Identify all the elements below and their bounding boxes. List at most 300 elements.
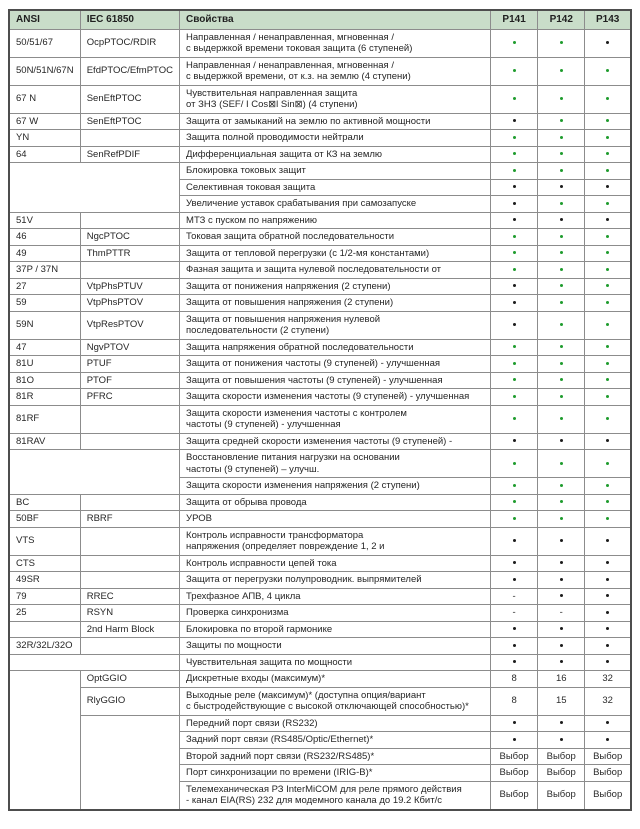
value-cell (585, 339, 631, 356)
black-dot-icon (606, 578, 609, 581)
table-row (9, 588, 631, 605)
value-cell (585, 494, 631, 511)
iec-cell: SenEftPTOC (80, 85, 179, 113)
feature-cell: Защита от перегрузки полупроводник. выпрямителей (180, 572, 491, 589)
green-dot-icon (513, 235, 516, 238)
iec-cell (80, 527, 179, 555)
ansi-cell: CTS (9, 555, 80, 572)
table-row (9, 113, 631, 130)
feature-cell: Порт синхронизации по времени (IRIG-B)* (180, 765, 491, 782)
value-cell (585, 295, 631, 312)
value-cell (491, 229, 538, 246)
value-cell (538, 732, 585, 749)
green-dot-icon (606, 119, 609, 122)
green-dot-icon (606, 268, 609, 271)
table-row (9, 262, 631, 279)
value-cell (585, 179, 631, 196)
value-cell (585, 146, 631, 163)
value-cell (491, 527, 538, 555)
value-cell (538, 295, 585, 312)
black-dot-icon (606, 627, 609, 630)
feature-cell: Трехфазное АПВ, 4 цикла (180, 588, 491, 605)
value-cell (538, 339, 585, 356)
iec-cell (80, 433, 179, 450)
iec-cell: NgvPTOV (80, 339, 179, 356)
ansi-cell: 81O (9, 372, 80, 389)
green-dot-icon (560, 484, 563, 487)
green-dot-icon (606, 462, 609, 465)
table-row (9, 494, 631, 511)
green-dot-icon (560, 136, 563, 139)
green-dot-icon (606, 500, 609, 503)
iec-cell (80, 555, 179, 572)
ansi-cell: 47 (9, 339, 80, 356)
feature-cell: Контроль исправности трансформатора напряжения (определяет повреждение 1, 2 и (180, 527, 491, 555)
table-row (9, 671, 631, 688)
black-dot-icon (606, 185, 609, 188)
value-cell (585, 29, 631, 57)
black-dot-icon (513, 660, 516, 663)
table-row (9, 450, 631, 478)
value-cell (585, 262, 631, 279)
value-cell (491, 356, 538, 373)
green-dot-icon (513, 462, 516, 465)
value-cell (491, 113, 538, 130)
table-row (9, 339, 631, 356)
iec-cell (80, 405, 179, 433)
ansi-cell: YN (9, 130, 80, 147)
iec-cell (80, 130, 179, 147)
black-dot-icon (513, 439, 516, 442)
green-dot-icon (560, 41, 563, 44)
iec-cell: PTOF (80, 372, 179, 389)
iec-cell: VtpResPTOV (80, 311, 179, 339)
value-cell: 8 (491, 687, 538, 715)
column-header-p142: P142 (538, 10, 585, 29)
value-cell (538, 527, 585, 555)
green-dot-icon (513, 417, 516, 420)
iec-cell: RlyGGIO (80, 687, 179, 715)
value-cell (585, 555, 631, 572)
green-dot-icon (513, 41, 516, 44)
value-cell (491, 196, 538, 213)
green-dot-icon (606, 323, 609, 326)
column-header-properties: Свойства (180, 10, 491, 29)
black-dot-icon (560, 738, 563, 741)
feature-cell: Защита от повышения напряжения нулевой последовательности (2 ступени) (180, 311, 491, 339)
value-cell (585, 130, 631, 147)
green-dot-icon (513, 136, 516, 139)
value-cell (491, 732, 538, 749)
value-cell (538, 638, 585, 655)
table-row (9, 621, 631, 638)
feature-cell: Передний порт связи (RS232) (180, 715, 491, 732)
feature-cell: Чувствительная защита по мощности (180, 654, 491, 671)
value-cell (491, 29, 538, 57)
value-cell (538, 715, 585, 732)
value-cell: Выбор (491, 781, 538, 810)
table-row (9, 278, 631, 295)
table-row (9, 57, 631, 85)
value-cell (491, 405, 538, 433)
value-cell (491, 372, 538, 389)
green-dot-icon (560, 69, 563, 72)
black-dot-icon (560, 539, 563, 542)
value-cell (538, 478, 585, 495)
feature-cell: Защита средней скорости изменения частоты (9 ступеней) - (180, 433, 491, 450)
ansi-cell: 81RF (9, 405, 80, 433)
feature-cell: Защита полной проводимости нейтрали (180, 130, 491, 147)
column-header-ansi: ANSI (9, 10, 80, 29)
value-cell: - (491, 605, 538, 622)
green-dot-icon (513, 378, 516, 381)
green-dot-icon (513, 345, 516, 348)
value-cell (491, 278, 538, 295)
table-row (9, 372, 631, 389)
green-dot-icon (560, 517, 563, 520)
value-cell: Выбор (585, 748, 631, 765)
value-cell (491, 85, 538, 113)
value-cell (491, 57, 538, 85)
feature-cell: Защита скорости изменения частоты (9 ступеней) - улучшенная (180, 389, 491, 406)
value-cell (491, 654, 538, 671)
ansi-cell: 50BF (9, 511, 80, 528)
black-dot-icon (606, 738, 609, 741)
black-dot-icon (560, 439, 563, 442)
ansi-cell (9, 621, 80, 638)
iec-cell: 2nd Harm Block (80, 621, 179, 638)
value-cell (491, 311, 538, 339)
value-cell (538, 356, 585, 373)
black-dot-icon (513, 185, 516, 188)
ansi-cell: BC (9, 494, 80, 511)
value-cell: 16 (538, 671, 585, 688)
iec-cell: NgcPTOC (80, 229, 179, 246)
column-header-p143: P143 (585, 10, 631, 29)
value-cell (491, 179, 538, 196)
value-cell (538, 163, 585, 180)
value-cell (538, 29, 585, 57)
iec-cell: RSYN (80, 605, 179, 622)
value-cell (538, 372, 585, 389)
value-cell (538, 494, 585, 511)
value-cell (491, 146, 538, 163)
value-cell: Выбор (491, 748, 538, 765)
table-row (9, 245, 631, 262)
feature-cell: Защита от понижения напряжения (2 ступени) (180, 278, 491, 295)
value-cell (585, 732, 631, 749)
table-row (9, 356, 631, 373)
black-dot-icon (560, 627, 563, 630)
value-cell (585, 229, 631, 246)
value-cell (491, 245, 538, 262)
green-dot-icon (560, 378, 563, 381)
green-dot-icon (513, 97, 516, 100)
value-cell (585, 85, 631, 113)
green-dot-icon (606, 69, 609, 72)
iec-cell (80, 715, 179, 810)
value-cell (538, 278, 585, 295)
value-cell (491, 163, 538, 180)
iec-cell: ThmPTTR (80, 245, 179, 262)
black-dot-icon (606, 218, 609, 221)
value-cell (585, 163, 631, 180)
black-dot-icon (560, 185, 563, 188)
green-dot-icon (560, 251, 563, 254)
iec-cell: SenRefPDIF (80, 146, 179, 163)
black-dot-icon (560, 561, 563, 564)
value-cell (538, 130, 585, 147)
feature-cell: Защита скорости изменения частоты с контролем частоты (9 ступеней) - улучшенная (180, 405, 491, 433)
black-dot-icon (513, 202, 516, 205)
black-dot-icon (606, 539, 609, 542)
value-cell: Выбор (538, 765, 585, 782)
green-dot-icon (606, 251, 609, 254)
black-dot-icon (513, 323, 516, 326)
feature-cell: Защита от обрыва провода (180, 494, 491, 511)
iec-cell (80, 638, 179, 655)
iec-cell: OcpPTOC/RDIR (80, 29, 179, 57)
value-cell (585, 715, 631, 732)
green-dot-icon (560, 345, 563, 348)
iec-cell (80, 212, 179, 229)
table-row (9, 229, 631, 246)
value-cell: - (491, 588, 538, 605)
green-dot-icon (606, 362, 609, 365)
green-dot-icon (560, 235, 563, 238)
black-dot-icon (606, 41, 609, 44)
green-dot-icon (560, 323, 563, 326)
feature-cell: Защита напряжения обратной последовательности (180, 339, 491, 356)
green-dot-icon (560, 202, 563, 205)
header-row (9, 10, 631, 29)
black-dot-icon (513, 578, 516, 581)
green-dot-icon (560, 152, 563, 155)
value-cell (585, 654, 631, 671)
table-row (9, 146, 631, 163)
green-dot-icon (606, 97, 609, 100)
table-row (9, 163, 631, 180)
table-row (9, 212, 631, 229)
green-dot-icon (513, 395, 516, 398)
value-cell (538, 212, 585, 229)
ansi-cell: 67 W (9, 113, 80, 130)
value-cell (585, 311, 631, 339)
ansi-cell: 25 (9, 605, 80, 622)
table-row (9, 527, 631, 555)
iec-cell: VtpPhsPTUV (80, 278, 179, 295)
black-dot-icon (606, 439, 609, 442)
black-dot-icon (513, 738, 516, 741)
green-dot-icon (560, 462, 563, 465)
black-dot-icon (606, 594, 609, 597)
iec-cell (80, 494, 179, 511)
feature-cell: Фазная защита и защита нулевой последовательности от (180, 262, 491, 279)
green-dot-icon (606, 235, 609, 238)
value-cell (538, 389, 585, 406)
green-dot-icon (606, 417, 609, 420)
iec-cell: RBRF (80, 511, 179, 528)
feature-cell: Защиты по мощности (180, 638, 491, 655)
value-cell (585, 356, 631, 373)
iec-cell: PFRC (80, 389, 179, 406)
table-row (9, 389, 631, 406)
iec-cell: OptGGIO (80, 671, 179, 688)
value-cell (585, 245, 631, 262)
iec-cell (80, 572, 179, 589)
green-dot-icon (560, 284, 563, 287)
green-dot-icon (513, 169, 516, 172)
table-row (9, 311, 631, 339)
value-cell (538, 588, 585, 605)
green-dot-icon (560, 500, 563, 503)
green-dot-icon (513, 484, 516, 487)
value-cell (491, 715, 538, 732)
green-dot-icon (606, 301, 609, 304)
black-dot-icon (606, 644, 609, 647)
empty-cell (9, 671, 80, 810)
green-dot-icon (560, 97, 563, 100)
feature-cell: Токовая защита обратной последовательности (180, 229, 491, 246)
ansi-cell: VTS (9, 527, 80, 555)
value-cell (585, 588, 631, 605)
feature-cell: УРОВ (180, 511, 491, 528)
table-row (9, 555, 631, 572)
value-cell (491, 572, 538, 589)
ansi-cell: 59 (9, 295, 80, 312)
value-cell (538, 572, 585, 589)
black-dot-icon (560, 578, 563, 581)
value-cell (538, 311, 585, 339)
ansi-cell: 49 (9, 245, 80, 262)
table-row (9, 638, 631, 655)
value-cell (491, 262, 538, 279)
green-dot-icon (513, 251, 516, 254)
feature-cell: Чувствительная направленная защита от ЗНЗ (SEF/ I Cos⊠l Sin⊠) (4 ступени) (180, 85, 491, 113)
value-cell (538, 179, 585, 196)
black-dot-icon (606, 611, 609, 614)
green-dot-icon (606, 136, 609, 139)
table-row (9, 572, 631, 589)
feature-cell: Проверка синхронизма (180, 605, 491, 622)
value-cell (491, 450, 538, 478)
value-cell: - (538, 605, 585, 622)
black-dot-icon (513, 119, 516, 122)
value-cell (538, 621, 585, 638)
green-dot-icon (606, 345, 609, 348)
value-cell (585, 621, 631, 638)
value-cell: 15 (538, 687, 585, 715)
value-cell: 8 (491, 671, 538, 688)
value-cell (491, 511, 538, 528)
green-dot-icon (606, 284, 609, 287)
table-row (9, 511, 631, 528)
ansi-cell: 59N (9, 311, 80, 339)
ansi-cell: 50N/51N/67N (9, 57, 80, 85)
iec-cell: RREC (80, 588, 179, 605)
value-cell (491, 212, 538, 229)
value-cell: Выбор (491, 765, 538, 782)
value-cell (538, 245, 585, 262)
table-body (9, 29, 631, 810)
value-cell (585, 605, 631, 622)
green-dot-icon (606, 517, 609, 520)
value-cell: Выбор (585, 765, 631, 782)
value-cell (538, 450, 585, 478)
black-dot-icon (513, 218, 516, 221)
feature-cell: Контроль исправности цепей тока (180, 555, 491, 572)
value-cell (538, 511, 585, 528)
feature-cell: Восстановление питания нагрузки на основании частоты (9 ступеней) – улучш. (180, 450, 491, 478)
feature-cell: Блокировка токовых защит (180, 163, 491, 180)
ansi-cell: 27 (9, 278, 80, 295)
feature-cell: Селективная токовая защита (180, 179, 491, 196)
green-dot-icon (513, 500, 516, 503)
feature-cell: Защита от повышения напряжения (2 ступени) (180, 295, 491, 312)
ansi-cell: 49SR (9, 572, 80, 589)
iec-cell: SenEftPTOC (80, 113, 179, 130)
column-header-iec61850: IEC 61850 (80, 10, 179, 29)
feature-cell: МТЗ с пуском по напряжению (180, 212, 491, 229)
green-dot-icon (560, 362, 563, 365)
ansi-cell: 46 (9, 229, 80, 246)
black-dot-icon (513, 301, 516, 304)
ansi-cell: 81U (9, 356, 80, 373)
empty-cell (9, 654, 180, 671)
green-dot-icon (606, 395, 609, 398)
table-row (9, 715, 631, 732)
green-dot-icon (560, 169, 563, 172)
value-cell (585, 212, 631, 229)
empty-cell (9, 450, 180, 495)
iec-cell: EfdPTOC/EfmPTOC (80, 57, 179, 85)
feature-cell: Блокировка по второй гармонике (180, 621, 491, 638)
green-dot-icon (513, 152, 516, 155)
black-dot-icon (606, 660, 609, 663)
empty-cell (9, 163, 180, 213)
feature-cell: Защита от повышения частоты (9 ступеней) - улучшенная (180, 372, 491, 389)
value-cell (585, 511, 631, 528)
table-row (9, 687, 631, 715)
value-cell: Выбор (585, 781, 631, 810)
value-cell (491, 433, 538, 450)
black-dot-icon (606, 721, 609, 724)
value-cell (538, 654, 585, 671)
green-dot-icon (560, 395, 563, 398)
value-cell (585, 372, 631, 389)
value-cell (538, 196, 585, 213)
black-dot-icon (513, 539, 516, 542)
green-dot-icon (513, 69, 516, 72)
green-dot-icon (513, 517, 516, 520)
feature-cell: Задний порт связи (RS485/Optic/Ethernet)* (180, 732, 491, 749)
value-cell: 32 (585, 687, 631, 715)
value-cell (491, 478, 538, 495)
value-cell (585, 196, 631, 213)
green-dot-icon (560, 268, 563, 271)
table-row (9, 433, 631, 450)
feature-cell: Защита скорости изменения напряжения (2 ступени) (180, 478, 491, 495)
feature-cell: Направленная / ненаправленная, мгновенная / с выдержкой времени токовая защита (6 ступеней) (180, 29, 491, 57)
feature-cell: Дискретные входы (максимум)* (180, 671, 491, 688)
table-row (9, 405, 631, 433)
green-dot-icon (606, 152, 609, 155)
feature-cell: Телемеханическая РЗ InterMiCOM для реле прямого действия - канал EIA(RS) 232 для модемного канала до 19.2 Кбит/с (180, 781, 491, 810)
ansi-cell: 50/51/67 (9, 29, 80, 57)
iec-cell: PTUF (80, 356, 179, 373)
value-cell (491, 638, 538, 655)
value-cell (538, 262, 585, 279)
